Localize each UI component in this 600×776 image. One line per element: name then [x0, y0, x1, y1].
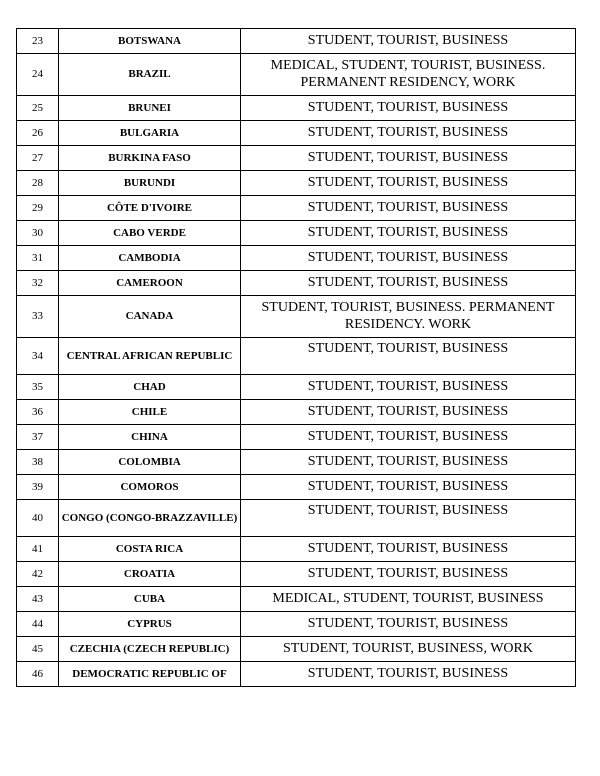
row-number: 36	[17, 400, 59, 425]
country-name: COSTA RICA	[59, 537, 241, 562]
table-row	[17, 29, 576, 54]
country-name: COMOROS	[59, 475, 241, 500]
visa-types: STUDENT, TOURIST, BUSINESS	[241, 96, 576, 121]
table-row	[17, 662, 576, 687]
row-number: 44	[17, 612, 59, 637]
table-row	[17, 425, 576, 450]
table-row	[17, 400, 576, 425]
table-row	[17, 296, 576, 338]
visa-types: STUDENT, TOURIST, BUSINESS	[241, 271, 576, 296]
row-number: 37	[17, 425, 59, 450]
table-row	[17, 171, 576, 196]
table-row	[17, 587, 576, 612]
row-number: 45	[17, 637, 59, 662]
table-row	[17, 221, 576, 246]
table-row	[17, 475, 576, 500]
country-name: DEMOCRATIC REPUBLIC OF	[59, 662, 241, 687]
table-row	[17, 537, 576, 562]
visa-types: STUDENT, TOURIST, BUSINESS	[241, 246, 576, 271]
table-row	[17, 196, 576, 221]
country-name: BOTSWANA	[59, 29, 241, 54]
row-number: 42	[17, 562, 59, 587]
visa-types: STUDENT, TOURIST, BUSINESS. PERMANENT RESIDENCY. WORK	[241, 296, 576, 338]
visa-types: STUDENT, TOURIST, BUSINESS	[241, 121, 576, 146]
country-name: CAMEROON	[59, 271, 241, 296]
visa-types: STUDENT, TOURIST, BUSINESS	[241, 475, 576, 500]
table-row	[17, 612, 576, 637]
row-number: 38	[17, 450, 59, 475]
row-number: 25	[17, 96, 59, 121]
country-name: CÔTE D'IVOIRE	[59, 196, 241, 221]
row-number: 46	[17, 662, 59, 687]
country-name: CROATIA	[59, 562, 241, 587]
country-name: BULGARIA	[59, 121, 241, 146]
row-number: 29	[17, 196, 59, 221]
row-number: 33	[17, 296, 59, 338]
visa-types: STUDENT, TOURIST, BUSINESS	[241, 612, 576, 637]
row-number: 31	[17, 246, 59, 271]
row-number: 23	[17, 29, 59, 54]
visa-types: STUDENT, TOURIST, BUSINESS	[241, 537, 576, 562]
country-name: BRAZIL	[59, 54, 241, 96]
row-number: 28	[17, 171, 59, 196]
row-number: 41	[17, 537, 59, 562]
table-row	[17, 500, 576, 537]
country-name: CYPRUS	[59, 612, 241, 637]
table-row	[17, 246, 576, 271]
country-name: CANADA	[59, 296, 241, 338]
row-number: 32	[17, 271, 59, 296]
table-row	[17, 121, 576, 146]
country-name: CHAD	[59, 375, 241, 400]
visa-table	[16, 28, 576, 687]
row-number: 30	[17, 221, 59, 246]
row-number: 27	[17, 146, 59, 171]
country-name: COLOMBIA	[59, 450, 241, 475]
visa-types: MEDICAL, STUDENT, TOURIST, BUSINESS. PERMANENT RESIDENCY, WORK	[241, 54, 576, 96]
visa-types: STUDENT, TOURIST, BUSINESS	[241, 171, 576, 196]
visa-types: STUDENT, TOURIST, BUSINESS	[241, 196, 576, 221]
visa-types: STUDENT, TOURIST, BUSINESS	[241, 400, 576, 425]
table-row	[17, 450, 576, 475]
country-name: CENTRAL AFRICAN REPUBLIC	[59, 338, 241, 375]
visa-types: STUDENT, TOURIST, BUSINESS	[241, 146, 576, 171]
row-number: 43	[17, 587, 59, 612]
visa-types: STUDENT, TOURIST, BUSINESS	[241, 29, 576, 54]
visa-types: STUDENT, TOURIST, BUSINESS	[241, 375, 576, 400]
table-body	[17, 29, 576, 687]
country-name: CUBA	[59, 587, 241, 612]
row-number: 34	[17, 338, 59, 375]
row-number: 24	[17, 54, 59, 96]
visa-types: MEDICAL, STUDENT, TOURIST, BUSINESS	[241, 587, 576, 612]
visa-types: STUDENT, TOURIST, BUSINESS	[241, 338, 576, 375]
country-name: BURKINA FASO	[59, 146, 241, 171]
visa-types: STUDENT, TOURIST, BUSINESS	[241, 562, 576, 587]
row-number: 40	[17, 500, 59, 537]
visa-types: STUDENT, TOURIST, BUSINESS	[241, 450, 576, 475]
row-number: 39	[17, 475, 59, 500]
country-name: BURUNDI	[59, 171, 241, 196]
visa-types: STUDENT, TOURIST, BUSINESS, WORK	[241, 637, 576, 662]
visa-types: STUDENT, TOURIST, BUSINESS	[241, 425, 576, 450]
country-name: CAMBODIA	[59, 246, 241, 271]
country-name: CONGO (CONGO-BRAZZAVILLE)	[59, 500, 241, 537]
row-number: 35	[17, 375, 59, 400]
table-row	[17, 375, 576, 400]
visa-types: STUDENT, TOURIST, BUSINESS	[241, 662, 576, 687]
table-row	[17, 96, 576, 121]
visa-types: STUDENT, TOURIST, BUSINESS	[241, 221, 576, 246]
country-name: CHINA	[59, 425, 241, 450]
table-row	[17, 562, 576, 587]
table-row	[17, 54, 576, 96]
country-name: CHILE	[59, 400, 241, 425]
country-name: BRUNEI	[59, 96, 241, 121]
country-name: CZECHIA (CZECH REPUBLIC)	[59, 637, 241, 662]
visa-types: STUDENT, TOURIST, BUSINESS	[241, 500, 576, 537]
country-name: CABO VERDE	[59, 221, 241, 246]
table-row	[17, 637, 576, 662]
table-row	[17, 338, 576, 375]
table-row	[17, 271, 576, 296]
row-number: 26	[17, 121, 59, 146]
table-row	[17, 146, 576, 171]
